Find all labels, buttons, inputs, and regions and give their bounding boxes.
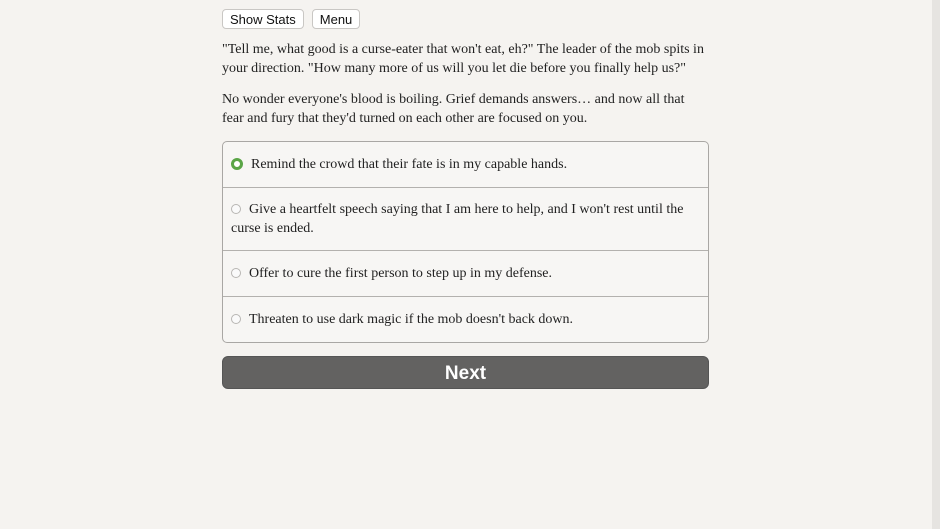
- choice-label: Give a heartfelt speech saying that I am here to help, and I won't rest until the curse is ended.: [231, 202, 684, 236]
- radio-unselected-icon[interactable]: [231, 268, 241, 278]
- choice-label: Offer to cure the first person to step up in my defense.: [249, 266, 552, 281]
- show-stats-button[interactable]: Show Stats: [222, 9, 304, 29]
- story-paragraph: No wonder everyone's blood is boiling. Grief demands answers… and now all that fear and fury that they'd turned on each other are focused on you.: [222, 92, 685, 126]
- story-text: [222, 40, 709, 128]
- scrollbar-track[interactable]: [932, 0, 940, 529]
- top-toolbar: [222, 9, 709, 29]
- game-page: [222, 9, 709, 389]
- choice-label: Threaten to use dark magic if the mob doesn't back down.: [249, 312, 574, 327]
- choice-label: Remind the crowd that their fate is in my capable hands.: [251, 157, 568, 172]
- choice-option-4[interactable]: [223, 297, 708, 342]
- radio-unselected-icon[interactable]: [231, 314, 241, 324]
- choice-option-3[interactable]: [223, 251, 708, 297]
- next-button[interactable]: Next: [222, 356, 709, 389]
- radio-unselected-icon[interactable]: [231, 204, 241, 214]
- choice-list: [222, 141, 709, 343]
- choice-option-1[interactable]: [223, 142, 708, 188]
- choice-option-2[interactable]: [223, 188, 708, 251]
- story-paragraph: "Tell me, what good is a curse-eater that won't eat, eh?" The leader of the mob spits in your direction. "How many more of us will you let die before you finally help us?": [222, 42, 704, 76]
- radio-selected-icon[interactable]: [231, 158, 243, 170]
- menu-button[interactable]: Menu: [312, 9, 361, 29]
